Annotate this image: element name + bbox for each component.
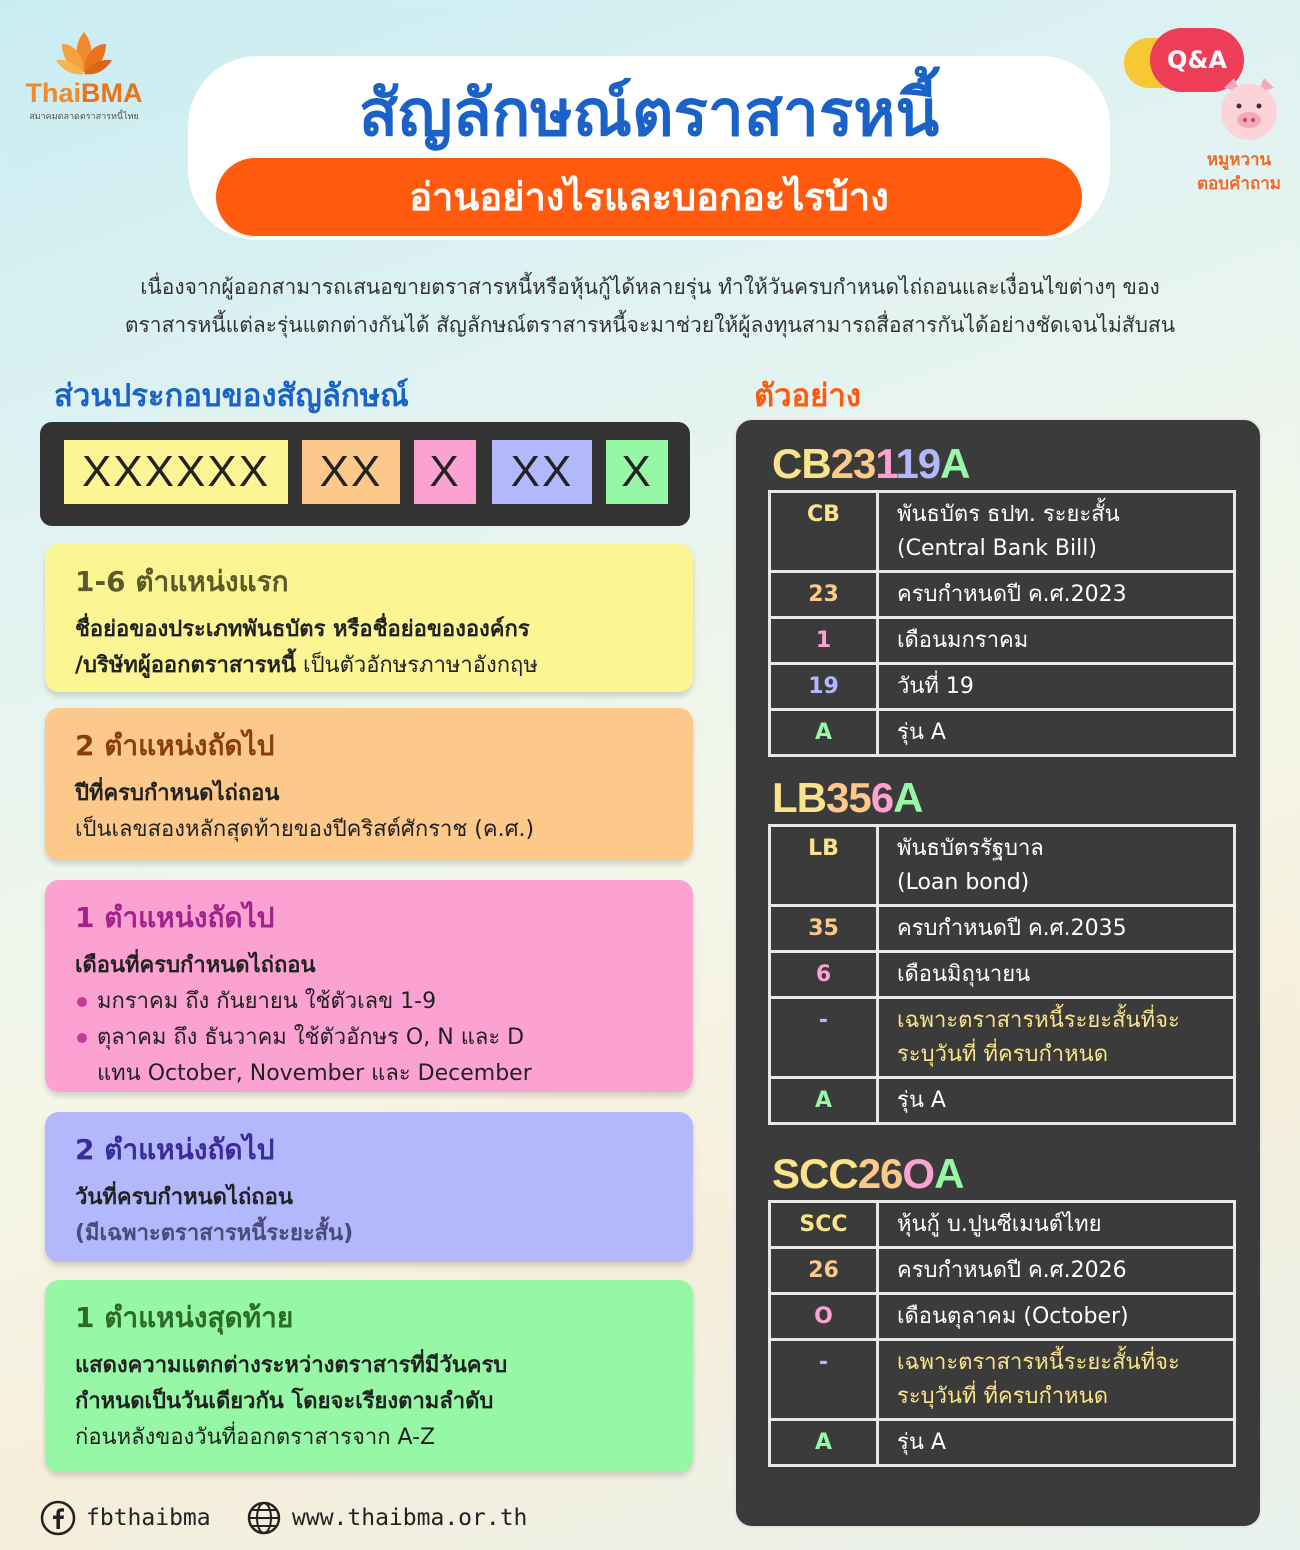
logo-thai-text: Thai [25, 78, 81, 108]
thaibma-logo [14, 30, 154, 130]
facebook-link[interactable] [40, 1500, 211, 1536]
example-table-cb23119a [768, 490, 1236, 757]
card-month-position [45, 880, 693, 1092]
table-row [770, 1202, 1235, 1248]
example-heading: ตัวอย่าง [754, 378, 861, 414]
table-key: 1 [770, 618, 878, 664]
table-key: - [770, 1340, 878, 1420]
example-code-cb23119a [772, 440, 970, 488]
example-table-scc26oa [768, 1200, 1236, 1467]
table-row [770, 1294, 1235, 1340]
globe-icon [246, 1500, 282, 1536]
table-key: CB [770, 492, 878, 572]
table-key: LB [770, 826, 878, 906]
card-line-bold: กำหนดเป็นวันเดียวกัน โดยจะเรียงตามลำดับ [75, 1389, 494, 1414]
table-key: O [770, 1294, 878, 1340]
list-item-text: ตุลาคม ถึง ธันวาคม ใช้ตัวอักษร O, N และ D [97, 1025, 525, 1050]
table-row [770, 1248, 1235, 1294]
example-code-lb356a [772, 774, 922, 822]
table-value: หุ้นกู้ บ.ปูนซีเมนต์ไทย [878, 1202, 1235, 1248]
table-value-line: ระบุวันที่ ที่ครบกำหนด [897, 1042, 1108, 1067]
title-banner [188, 56, 1110, 240]
table-row [770, 618, 1235, 664]
card-line: ก่อนหลังของวันที่ออกตราสารจาก A-Z [75, 1425, 436, 1450]
table-value: เดือนตุลาคม (October) [878, 1294, 1235, 1340]
code-part-month: 1 [875, 440, 896, 487]
card-line: /บริษัทผู้ออกตราสารหนี้ [75, 653, 297, 678]
table-value-line: (Loan bond) [897, 870, 1030, 895]
pig-icon [1214, 74, 1284, 144]
table-row [770, 826, 1235, 906]
table-value: เดือนมิถุนายน [878, 952, 1235, 998]
table-key: - [770, 998, 878, 1078]
card-line: เป็นตัวอักษรภาษาอังกฤษ [296, 653, 538, 678]
card-line: เป็นเลขสองหลักสุดท้ายของปีคริสต์ศักราช (ค.ศ.) [75, 817, 535, 842]
facebook-handle: fbthaibma [86, 1505, 211, 1531]
code-part-year: 23 [830, 440, 876, 487]
example-code-scc26oa [772, 1150, 963, 1198]
lotus-logo-icon [54, 30, 114, 82]
segment-year: XX [302, 440, 400, 504]
code-part-day: 19 [895, 440, 941, 487]
card-title: 2 ตำแหน่งถัดไป [75, 1133, 275, 1166]
card-year-positions [45, 708, 693, 860]
table-key: A [770, 1420, 878, 1466]
table-key: A [770, 1078, 878, 1124]
table-value-line: พันธบัตรรัฐบาล [897, 836, 1044, 861]
table-value: ครบกำหนดปี ค.ศ.2026 [878, 1248, 1235, 1294]
card-title: 1-6 ตำแหน่งแรก [75, 565, 289, 598]
segment-name: XXXXXX [64, 440, 288, 504]
card-line: เดือนที่ครบกำหนดไถ่ถอน [75, 953, 316, 978]
card-line: ปีที่ครบกำหนดไถ่ถอน [75, 781, 280, 806]
table-key: 23 [770, 572, 878, 618]
code-part-year: 26 [857, 1150, 903, 1197]
table-value-line: (Central Bank Bill) [897, 536, 1097, 561]
table-key: 26 [770, 1248, 878, 1294]
card-series-position [45, 1280, 693, 1472]
segment-month: X [414, 440, 476, 504]
example-table-lb356a [768, 824, 1236, 1125]
card-title: 2 ตำแหน่งถัดไป [75, 729, 275, 762]
table-value: วันที่ 19 [878, 664, 1235, 710]
segment-day: XX [492, 440, 592, 504]
table-row [770, 492, 1235, 572]
table-value: รุ่น A [878, 710, 1235, 756]
table-key: 6 [770, 952, 878, 998]
logo-bma-text: BMA [81, 78, 143, 108]
card-line: แสดงความแตกต่างระหว่างตราสารที่มีวันครบ [75, 1353, 508, 1378]
facebook-icon [40, 1500, 76, 1536]
table-value-line: เฉพาะตราสารหนี้ระยะสั้นที่จะ [897, 1350, 1180, 1375]
table-row [770, 710, 1235, 756]
card-name-positions [45, 544, 693, 692]
qa-caption-line1: หมูหวาน [1206, 150, 1272, 170]
code-part-series: A [893, 774, 923, 821]
table-row [770, 664, 1235, 710]
table-value-line: ระบุวันที่ ที่ครบกำหนด [897, 1384, 1108, 1409]
card-day-positions [45, 1112, 693, 1262]
code-part-series: A [940, 440, 970, 487]
website-link[interactable] [246, 1500, 527, 1536]
table-value: ครบกำหนดปี ค.ศ.2023 [878, 572, 1235, 618]
table-value [878, 492, 1235, 572]
table-key: SCC [770, 1202, 878, 1248]
table-value: รุ่น A [878, 1420, 1235, 1466]
table-row [770, 1420, 1235, 1466]
table-row [770, 952, 1235, 998]
table-row [770, 572, 1235, 618]
table-key: 19 [770, 664, 878, 710]
list-item: มกราคม ถึง กันยายน ใช้ตัวเลข 1-9 [75, 984, 663, 1020]
qa-badge: Q&A [1150, 28, 1244, 92]
card-line [75, 1384, 663, 1420]
code-part-month: O [902, 1150, 935, 1197]
code-part-year: 35 [826, 774, 871, 821]
card-title: 1 ตำแหน่งสุดท้าย [75, 1301, 294, 1334]
card-title: 1 ตำแหน่งถัดไป [75, 901, 275, 934]
qa-caption-line2: ตอบคำถาม [1196, 174, 1281, 194]
code-part-name: LB [772, 774, 826, 821]
table-row [770, 1340, 1235, 1420]
table-value [878, 1340, 1235, 1420]
table-value-line: พันธบัตร ธปท. ระยะสั้น [897, 502, 1120, 527]
table-row [770, 998, 1235, 1078]
table-value-line: เฉพาะตราสารหนี้ระยะสั้นที่จะ [897, 1008, 1180, 1033]
table-value: ครบกำหนดปี ค.ศ.2035 [878, 906, 1235, 952]
page-subtitle: อ่านอย่างไรและบอกอะไรบ้าง [216, 158, 1082, 236]
intro-paragraph [18, 268, 1282, 344]
table-key: 35 [770, 906, 878, 952]
card-line: (มีเฉพาะตราสารหนี้ระยะสั้น) [75, 1221, 354, 1246]
intro-line1: เนื่องจากผู้ออกสามารถเสนอขายตราสารหนี้หรือหุ้นกู้ได้หลายรุ่น ทำให้วันครบกำหนดไถ่ถอนและเงื่อนไขต่างๆ ของ [140, 275, 1160, 299]
list-item [75, 1020, 663, 1092]
table-value [878, 998, 1235, 1078]
card-line: ชื่อย่อของประเภทพันธบัตร หรือชื่อย่อขององค์กร [75, 617, 530, 642]
code-part-month: 6 [870, 774, 894, 821]
intro-line2: ตราสารหนี้แต่ละรุ่นแตกต่างกันได้ สัญลักษณ์ตราสารหนี้จะมาช่วยให้ผู้ลงทุนสามารถสื่อสารกันได้อย่างชัดเจนไม่สับสน [124, 313, 1176, 337]
examples-panel [734, 418, 1262, 1528]
table-value [878, 826, 1235, 906]
code-part-name: CB [772, 440, 831, 487]
table-key: A [770, 710, 878, 756]
table-value: เดือนมกราคม [878, 618, 1235, 664]
components-heading: ส่วนประกอบของสัญลักษณ์ [54, 378, 409, 414]
card-line: วันที่ครบกำหนดไถ่ถอน [75, 1185, 293, 1210]
qa-mascot [1118, 10, 1298, 200]
website-url: www.thaibma.or.th [292, 1505, 528, 1531]
code-part-name: SCC [772, 1150, 858, 1197]
symbol-format-bar [40, 422, 690, 526]
page-title: สัญลักษณ์ตราสารหนี้ [358, 77, 940, 151]
code-part-series: A [934, 1150, 964, 1197]
segment-series: X [606, 440, 668, 504]
table-row [770, 1078, 1235, 1124]
qa-caption [1176, 148, 1300, 196]
table-row [770, 906, 1235, 952]
table-value: รุ่น A [878, 1078, 1235, 1124]
logo-subtitle: สมาคมตลาดตราสารหนี้ไทย [29, 112, 139, 122]
list-item-text: แทน October, November และ December [97, 1061, 532, 1086]
